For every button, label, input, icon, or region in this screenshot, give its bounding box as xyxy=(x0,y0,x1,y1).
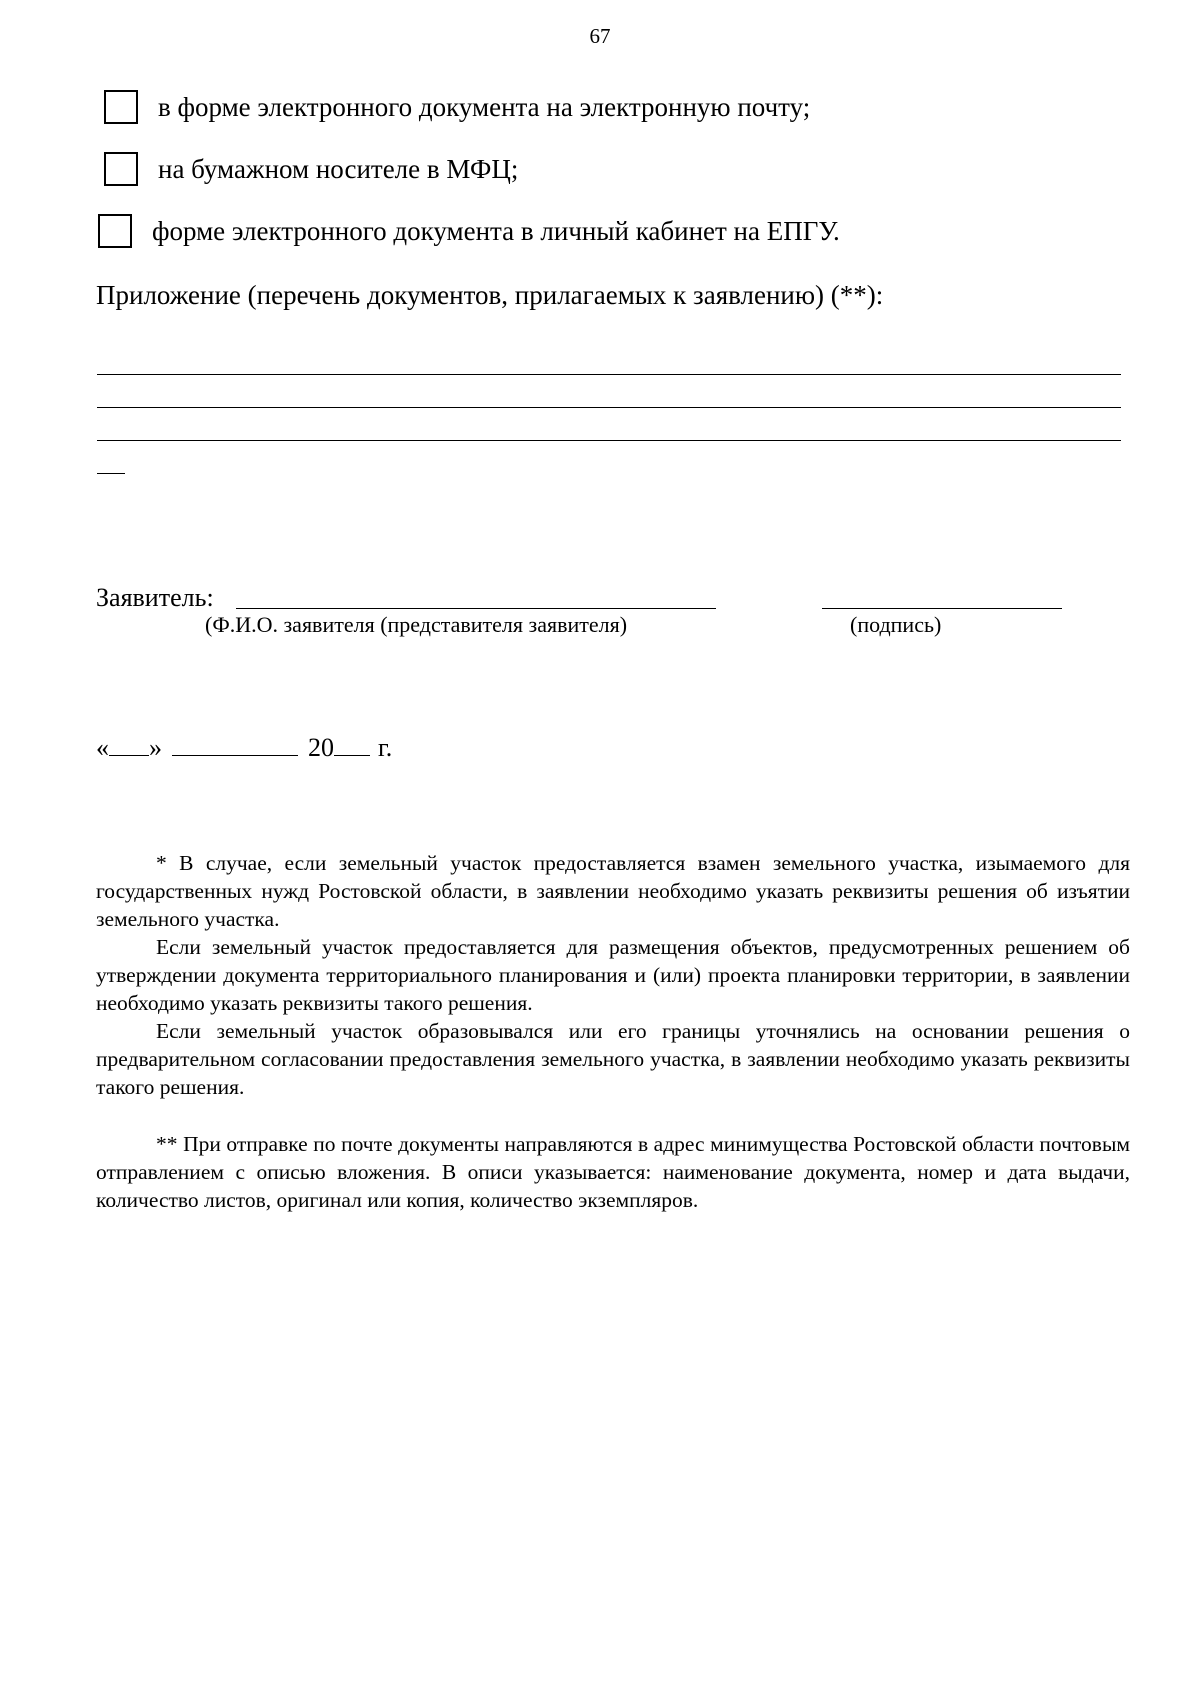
footnote-paragraph: * В случае, если земельный участок предоставляется взамен земельного участка, изымаемого для государственных нужд Ростовской области, в заявлении необходимо указать реквизиты решения об изъятии земельного участка. xyxy=(96,851,1130,931)
appendix-line[interactable] xyxy=(97,374,1121,375)
appendix-line[interactable] xyxy=(97,407,1121,408)
delivery-option-label: форме электронного документа в личный кабинет на ЕПГУ. xyxy=(152,216,840,246)
checkbox[interactable] xyxy=(98,214,132,248)
footnote-1 xyxy=(96,849,1130,1101)
appendix-title: Приложение (перечень документов, прилагаемых к заявлению) (**): xyxy=(96,280,884,310)
date-year-blank[interactable] xyxy=(334,733,370,756)
delivery-option-email[interactable] xyxy=(104,90,810,124)
date-year-prefix: 20 xyxy=(308,733,334,762)
applicant-name-line[interactable] xyxy=(236,608,716,609)
date-open-quote: « xyxy=(96,733,109,762)
appendix-line[interactable] xyxy=(97,473,125,474)
footnote-paragraph: ** При отправке по почте документы направляются в адрес минимущества Ростовской области почтовым отправлением с описью вложения. В описи указывается: наименование документа, номер и дата выдачи, количество листов, оригинал или копия, количество экземпляров. xyxy=(96,1132,1130,1212)
footnote-paragraph: Если земельный участок предоставляется для размещения объектов, предусмотренных решением об утверждении документа территориального планирования и (или) проекта планировки территории, в заявлении необходимо указать реквизиты такого решения. xyxy=(96,935,1130,1015)
date-suffix: г. xyxy=(378,733,393,762)
checkbox[interactable] xyxy=(104,152,138,186)
signature-line[interactable] xyxy=(822,608,1062,609)
delivery-option-label: на бумажном носителе в МФЦ; xyxy=(158,154,519,184)
applicant-name-caption: (Ф.И.О. заявителя (представителя заявителя) xyxy=(205,612,628,637)
checkbox[interactable] xyxy=(104,90,138,124)
appendix-line[interactable] xyxy=(97,440,1121,441)
signature-caption: (подпись) xyxy=(850,612,942,637)
delivery-option-mfc[interactable] xyxy=(104,152,518,186)
applicant-label: Заявитель: xyxy=(96,583,214,612)
delivery-option-epgu[interactable] xyxy=(98,214,840,248)
date-month-blank[interactable] xyxy=(172,733,298,756)
date-close-quote: » xyxy=(149,733,162,762)
page-number: 67 xyxy=(589,24,611,48)
date-row xyxy=(96,733,392,763)
date-day-blank[interactable] xyxy=(109,733,149,756)
footnote-paragraph: Если земельный участок образовывался или его границы уточнялись на основании решения о предварительном согласовании предоставления земельного участка, в заявлении необходимо указать реквизиты такого решения. xyxy=(96,1019,1130,1099)
footnote-2 xyxy=(96,1130,1130,1214)
delivery-option-label: в форме электронного документа на электронную почту; xyxy=(158,92,811,122)
